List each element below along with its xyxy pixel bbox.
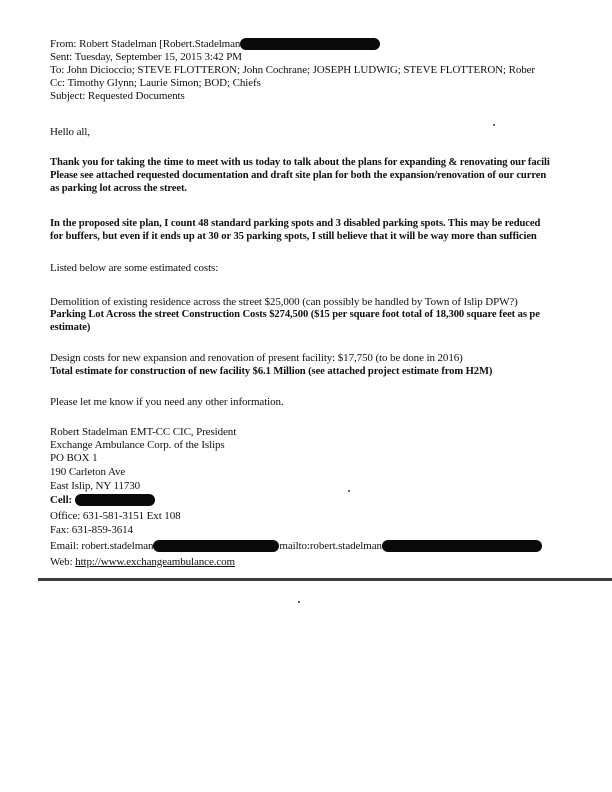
para1-line2: Please see attached requested documentation and draft site plan for both the expansion/renovation of our curren	[50, 170, 547, 181]
para2-line1: In the proposed site plan, I count 48 standard parking spots and 3 disabled parking spots. This may be reduced	[50, 218, 541, 229]
closing-line: Please let me know if you need any other information.	[50, 396, 284, 408]
to-label: To:	[50, 64, 65, 76]
cc-label: Cc:	[50, 77, 65, 89]
sent-value: Tuesday, September 15, 2015 3:42 PM	[74, 51, 242, 63]
to-value: John Dicioccio; STEVE FLOTTERON; John Cochrane; JOSEPH LUDWIG; STEVE FLOTTERON; Rober	[66, 64, 535, 76]
sig-name: Robert Stadelman EMT-CC CIC, President	[50, 426, 237, 438]
sig-fax: Fax: 631-859-3614	[50, 524, 133, 536]
greeting: Hello all,	[50, 126, 90, 138]
cost-design: Design costs for new expansion and renovation of present facility: $17,750 (to be done in 2016)	[50, 352, 463, 364]
sent-label: Sent:	[50, 51, 73, 63]
sig-street: 190 Carleton Ave	[50, 466, 126, 478]
from-label: From:	[50, 38, 77, 50]
to-line	[50, 64, 535, 76]
web-label: Web:	[50, 556, 73, 568]
cc-value: Timothy Glynn; Laurie Simon; BOD; Chiefs	[67, 77, 261, 89]
scan-speck	[348, 490, 350, 492]
sig-office: Office: 631-581-3151 Ext 108	[50, 510, 181, 522]
cost-total: Total estimate for construction of new facility $6.1 Million (see attached project estimate from H2M)	[50, 366, 493, 377]
sig-email-line	[50, 540, 542, 552]
sig-po-box: PO BOX 1	[50, 452, 98, 464]
web-link[interactable]: http://www.exchangeambulance.com	[75, 556, 236, 568]
cost-demolition: Demolition of existing residence across the street $25,000 (can possibly be handled by Town of Islip DPW?)	[50, 296, 518, 308]
costs-intro: Listed below are some estimated costs:	[50, 262, 219, 274]
para1-line3: as parking lot across the street.	[50, 183, 187, 194]
cell-label: Cell:	[50, 494, 73, 506]
sig-web-line	[50, 556, 235, 568]
mailto-value: mailto:robert.stadelman	[279, 540, 382, 552]
sig-city: East Islip, NY 11730	[50, 480, 141, 492]
cost-parking-line2: estimate)	[50, 322, 91, 333]
subject-line	[50, 90, 185, 102]
email-value: robert.stadelman	[81, 540, 154, 552]
sent-line	[50, 51, 242, 63]
scan-edge-line	[38, 578, 612, 581]
para2-line2: for buffers, but even if it ends up at 30 or 35 parking spots, I still believe that it will be way more than sufficien	[50, 231, 537, 242]
subject-label: Subject:	[50, 90, 86, 102]
email-label: Email:	[50, 540, 79, 552]
scan-speck	[298, 601, 300, 603]
cost-parking-line1: Parking Lot Across the street Construction Costs $274,500 ($15 per square foot total of 18,300 square feet as pe	[50, 309, 540, 320]
para1-line1: Thank you for taking the time to meet with us today to talk about the plans for expanding & renovating our facili	[50, 157, 550, 168]
from-value: Robert Stadelman [Robert.Stadelman	[79, 38, 241, 50]
scan-speck	[493, 124, 495, 126]
sig-org: Exchange Ambulance Corp. of the Islips	[50, 439, 225, 451]
redaction-bar	[240, 38, 380, 50]
cc-line	[50, 77, 261, 89]
sig-cell-line	[50, 494, 155, 506]
redaction-bar	[153, 540, 279, 552]
subject-value: Requested Documents	[87, 90, 185, 102]
from-line	[50, 38, 380, 50]
redaction-bar	[75, 494, 155, 506]
redaction-bar	[382, 540, 542, 552]
